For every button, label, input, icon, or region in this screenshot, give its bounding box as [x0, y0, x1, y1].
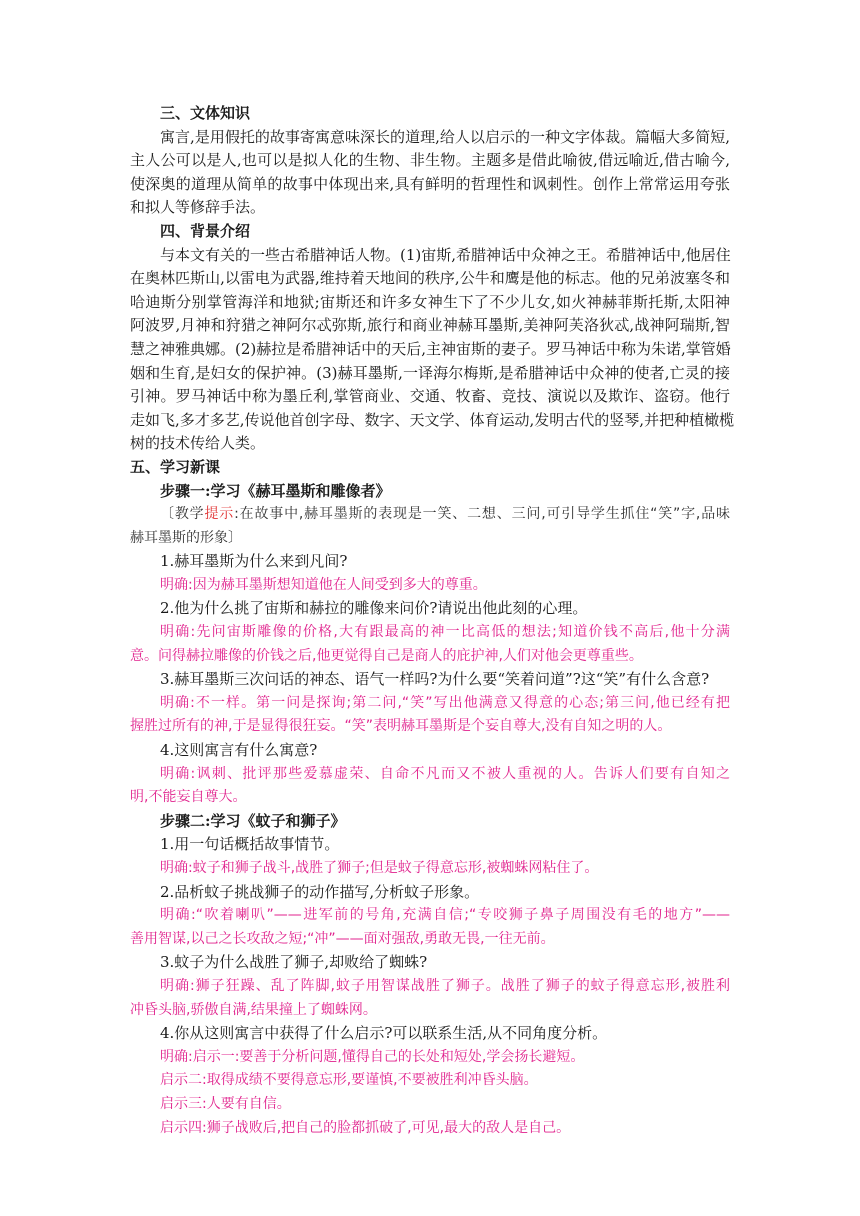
paragraph-line: 哈迪斯分别掌管海洋和地狱;宙斯还和许多女神生下了不少儿女,如火神赫菲斯托斯,太阳神 [130, 292, 730, 311]
insight-2: 启示二:取得成绩不要得意忘形,要谨慎,不要被胜利冲昏头脑。 [160, 1072, 538, 1089]
question-3: 3.赫耳墨斯三次问话的神态、语气一样吗?为什么要“笑着问道”?这“笑”有什么含意? [160, 670, 710, 689]
teaching-note-prefix: 〔教学 [160, 506, 205, 523]
question-4: 4.你从这则寓言中获得了什么启示?可以联系生活,从不同角度分析。 [160, 1024, 608, 1043]
question-4: 4.这则寓言有什么寓意? [160, 741, 318, 760]
paragraph-line: 引神。罗马神话中称为墨丘利,掌管商业、交通、牧畜、竞技、演说以及欺诈、盗窃。他行 [130, 387, 730, 406]
answer-4-line2: 明,不能妄自尊大。 [130, 789, 247, 806]
question-1: 1.赫耳墨斯为什么来到凡间? [160, 552, 348, 571]
paragraph-line: 和拟人等修辞手法。 [130, 198, 266, 217]
step2-title: 步骤二:学习《蚊子和狮子》 [160, 811, 346, 830]
answer-1: 明确:因为赫耳墨斯想知道他在人间受到多大的尊重。 [160, 576, 487, 593]
paragraph-line: 寓言,是用假托的故事寄寓意味深长的道理,给人以启示的一种文字体裁。篇幅大多简短, [160, 127, 730, 146]
answer-4-line1: 明确:讽刺、批评那些爱慕虚荣、自命不凡而又不被人重视的人。告诉人们要有自知之 [160, 765, 730, 782]
answer-2-line2: 意。问得赫拉雕像的价钱之后,他更觉得自己是商人的庇护神,人们对他会更尊重些。 [130, 647, 643, 664]
paragraph-line: 与本文有关的一些古希腊神话人物。(1)宙斯,希腊神话中众神之王。希腊神话中,他居住 [160, 245, 731, 264]
answer-2-line1: 明确:“吹着喇叭”——进军前的号角,充满自信;“专咬狮子鼻子周围没有毛的地方”—— [160, 907, 730, 924]
paragraph-line: 使深奥的道理从简单的故事中体现出来,具有鲜明的哲理性和讽刺性。创作上常常运用夸张 [130, 174, 730, 193]
step1-title: 步骤一:学习《赫耳墨斯和雕像者》 [160, 481, 391, 500]
question-1: 1.用一句话概括故事情节。 [160, 835, 340, 854]
answer-3-line1: 明确:狮子狂躁、乱了阵脚,蚊子用智谋战胜了狮子。战胜了狮子的蚊子得意忘形,被胜利 [160, 977, 730, 994]
paragraph-line: 阿波罗,月神和狩猎之神阿尔忒弥斯,旅行和商业神赫耳墨斯,美神阿芙洛狄忒,战神阿瑞斯,智 [130, 316, 730, 335]
answer-2-line1: 明确:先问宙斯雕像的价格,大有跟最高的神一比高低的想法;知道价钱不高后,他十分满 [160, 624, 730, 641]
teaching-note-line2: 赫耳墨斯的形象〕 [130, 529, 242, 546]
teaching-note-text: :在故事中,赫耳墨斯的表现是一笑、二想、三问,可引导学生抓住“笑”字,品味 [234, 506, 731, 523]
paragraph-line: 走如飞,多才多艺,传说他首创字母、数字、天文学、体育运动,发明古代的竖琴,并把种植橄榄 [130, 410, 735, 429]
answer-2-line2: 善用智谋,以己之长攻敌之短;“冲”——面对强敌,勇敢无畏,一往无前。 [130, 930, 555, 947]
question-2: 2.他为什么挑了宙斯和赫拉的雕像来问价?请说出他此刻的心理。 [160, 599, 588, 618]
section-heading-new-lesson: 五、学习新课 [130, 457, 221, 476]
question-3: 3.蚊子为什么战胜了狮子,却败给了蜘蛛? [160, 953, 428, 972]
answer-3-line2: 冲昏头脑,骄傲自满,结果撞上了蜘蛛网。 [130, 1001, 377, 1018]
paragraph-line: 慧之神雅典娜。(2)赫拉是希腊神话中的天后,主神宙斯的妻子。罗马神话中称为朱诺,掌管婚 [130, 339, 731, 358]
answer-3-line1: 明确:不一样。第一问是探询;第二问,“笑”写出他满意又得意的心态;第三问,他已经有把 [160, 694, 730, 711]
insight-1: 明确:启示一:要善于分析问题,懂得自己的长处和短处,学会扬长避短。 [160, 1048, 585, 1065]
paragraph-line: 姻和生育,是妇女的保护神。(3)赫耳墨斯,一译海尔梅斯,是希腊神话中众神的使者,亡灵的接 [130, 363, 730, 382]
answer-1: 明确:蚊子和狮子战斗,战胜了狮子;但是蚊子得意忘形,被蜘蛛网粘住了。 [160, 860, 599, 876]
answer-3-line2: 握胜过所有的神,于是显得很狂妄。“笑”表明赫耳墨斯是个妄自尊大,没有自知之明的人。 [130, 718, 672, 735]
question-2: 2.品析蚊子挑战狮子的动作描写,分析蚊子形象。 [160, 882, 480, 901]
paragraph-line: 树的技术传给人类。 [130, 434, 266, 453]
teaching-note-highlight: 提示 [204, 506, 235, 523]
insight-3: 启示三:人要有自信。 [160, 1095, 291, 1112]
teaching-note [130, 503, 730, 527]
insight-4: 启示四:狮子战败后,把自己的脸都抓破了,可见,最大的敌人是自己。 [160, 1119, 571, 1136]
paragraph-line: 主人公可以是人,也可以是拟人化的生物、非生物。主题多是借此喻彼,借远喻近,借古喻今, [130, 151, 730, 170]
paragraph-line: 在奥林匹斯山,以雷电为武器,维持着天地间的秩序,公牛和鹰是他的标志。他的兄弟波塞冬和 [130, 269, 730, 288]
page-content [130, 102, 735, 1140]
section-heading-genre: 三、文体知识 [160, 104, 251, 122]
section-heading-background: 四、背景介绍 [160, 221, 251, 240]
